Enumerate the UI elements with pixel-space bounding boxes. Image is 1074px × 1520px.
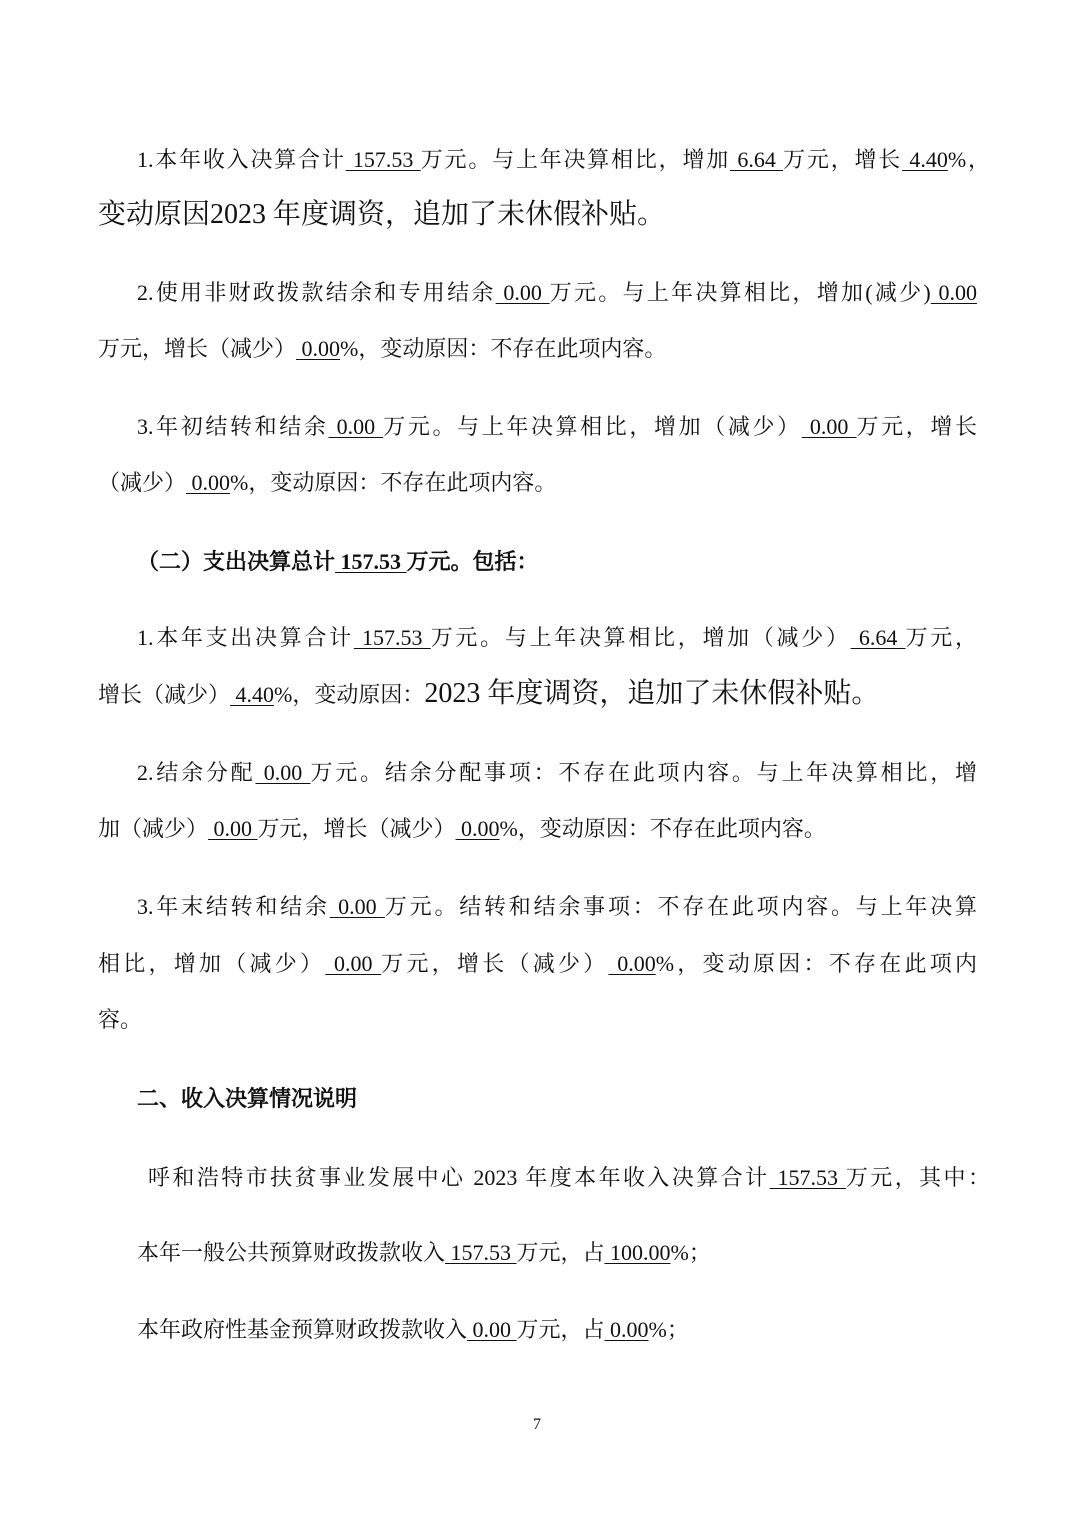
underlined-value: 0.00 bbox=[328, 414, 384, 439]
text-run: 万元，占 bbox=[516, 1240, 605, 1265]
underlined-value: 157.53 bbox=[345, 147, 421, 172]
text-run: 万元。包括： bbox=[406, 549, 539, 574]
government-fund-income-line bbox=[137, 1310, 977, 1350]
text-run: 万元，增长 bbox=[856, 414, 977, 439]
underlined-value: 0.00 bbox=[296, 336, 341, 361]
text-run: 万元，增长（减少） bbox=[257, 816, 456, 841]
closing-carryover-line-1 bbox=[137, 887, 977, 927]
income-current-year-line-1 bbox=[137, 140, 990, 180]
text-run: 容。 bbox=[98, 1007, 143, 1032]
text-run: （二）支出决算总计 bbox=[137, 549, 336, 574]
text-run: 2.使用非财政拨款结余和专用结余 bbox=[137, 280, 496, 305]
underlined-value: 0.00 bbox=[186, 470, 231, 495]
text-run: 3.年初结转和结余 bbox=[137, 414, 329, 439]
underlined-value: 157.53 bbox=[335, 549, 407, 574]
text-run: 万元，其中： bbox=[845, 1165, 990, 1190]
text-run: 增长（减少） bbox=[98, 682, 231, 707]
underlined-value: 6.64 bbox=[730, 147, 784, 172]
expense-current-year-line-2 bbox=[98, 674, 977, 714]
text-run: 本年政府性基金预算财政拨款收入 bbox=[137, 1317, 468, 1342]
text-run: 万元。结余分配事项：不存在此项内容。与上年决算相比，增 bbox=[310, 760, 977, 785]
underlined-value: 6.64 bbox=[850, 625, 906, 650]
text-run: 万元。结转和结余事项：不存在此项内容。与上年决算 bbox=[384, 894, 977, 919]
text-run: %，变动原因：不存在此项内 bbox=[655, 951, 977, 976]
underlined-value: 0.00 bbox=[495, 280, 550, 305]
underlined-value: 0.00 bbox=[604, 1317, 649, 1342]
text-run: 万元。与上年决算相比，增加(减少) bbox=[549, 280, 931, 305]
page-number: 7 bbox=[533, 1416, 541, 1433]
underlined-value: 0.00 bbox=[329, 894, 385, 919]
opening-carryover-line-1 bbox=[137, 407, 977, 447]
text-run: 呼和浩特市扶贫事业发展中心 2023 年度本年收入决算合计 bbox=[148, 1165, 770, 1190]
text-run: %； bbox=[670, 1240, 711, 1265]
underlined-value: 0.00 bbox=[455, 816, 500, 841]
text-run: 万元。与上年决算相比，增加 bbox=[420, 147, 731, 172]
underlined-value: 0.00 bbox=[930, 280, 977, 305]
text-run: 相比，增加（减少） bbox=[98, 951, 326, 976]
expense-total-heading bbox=[137, 542, 977, 582]
expense-current-year-line-1 bbox=[137, 618, 977, 658]
underlined-value: 157.53 bbox=[445, 1240, 517, 1265]
underlined-value: 0.00 bbox=[608, 951, 656, 976]
text-run: 本年一般公共预算财政拨款收入 bbox=[137, 1240, 446, 1265]
text-run: %，变动原因： bbox=[274, 682, 425, 707]
text-run: 万元，增长（减少） bbox=[98, 336, 297, 361]
text-run: 万元， bbox=[905, 625, 977, 650]
general-budget-income-line bbox=[137, 1233, 977, 1273]
text-run: %，变动原因：不存在此项内容。 bbox=[340, 336, 667, 361]
underlined-value: 4.40 bbox=[230, 682, 275, 707]
text-run: 二、收入决算情况说明 bbox=[137, 1086, 358, 1111]
income-summary-line bbox=[148, 1158, 990, 1198]
balance-distribution-line-2 bbox=[98, 809, 977, 849]
text-run: %， bbox=[947, 147, 990, 172]
income-current-year-line-2 bbox=[98, 195, 977, 235]
text-run: 万元，占 bbox=[516, 1317, 605, 1342]
text-run: 1.本年支出决算合计 bbox=[137, 625, 354, 650]
closing-carryover-line-2 bbox=[98, 944, 977, 984]
underlined-value: 157.53 bbox=[353, 625, 431, 650]
non-fiscal-balance-line-1 bbox=[137, 273, 977, 313]
text-run: 2.结余分配 bbox=[137, 760, 256, 785]
text-run: 1.本年收入决算合计 bbox=[137, 147, 346, 172]
text-run: 3.年末结转和结余 bbox=[137, 894, 330, 919]
underlined-value: 0.00 bbox=[325, 951, 382, 976]
text-run: 加（减少） bbox=[98, 816, 209, 841]
opening-carryover-line-2 bbox=[98, 463, 977, 503]
text-run: 变动原因2023 年度调资，追加了未休假补贴。 bbox=[98, 199, 666, 230]
text-run: 万元，增长（减少） bbox=[381, 951, 609, 976]
text-run: 2023 年度调资，追加了未休假补贴。 bbox=[424, 678, 880, 709]
text-run: 万元。与上年决算相比，增加（减少） bbox=[383, 414, 802, 439]
underlined-value: 0.00 bbox=[467, 1317, 517, 1342]
non-fiscal-balance-line-2 bbox=[98, 329, 977, 369]
text-run: （减少） bbox=[98, 470, 187, 495]
underlined-value: 157.53 bbox=[769, 1165, 846, 1190]
text-run: 万元。与上年决算相比，增加（减少） bbox=[430, 625, 851, 650]
income-section-heading bbox=[137, 1079, 977, 1119]
closing-carryover-line-3 bbox=[98, 1000, 977, 1040]
text-run: %，变动原因：不存在此项内容。 bbox=[230, 470, 557, 495]
underlined-value: 100.00 bbox=[604, 1240, 671, 1265]
underlined-value: 0.00 bbox=[255, 760, 311, 785]
underlined-value: 0.00 bbox=[801, 414, 857, 439]
balance-distribution-line-1 bbox=[137, 753, 977, 793]
text-run: 万元，增长 bbox=[783, 147, 903, 172]
text-run: %，变动原因：不存在此项内容。 bbox=[499, 816, 826, 841]
underlined-value: 0.00 bbox=[208, 816, 258, 841]
text-run: %； bbox=[648, 1317, 689, 1342]
underlined-value: 4.40 bbox=[902, 147, 948, 172]
